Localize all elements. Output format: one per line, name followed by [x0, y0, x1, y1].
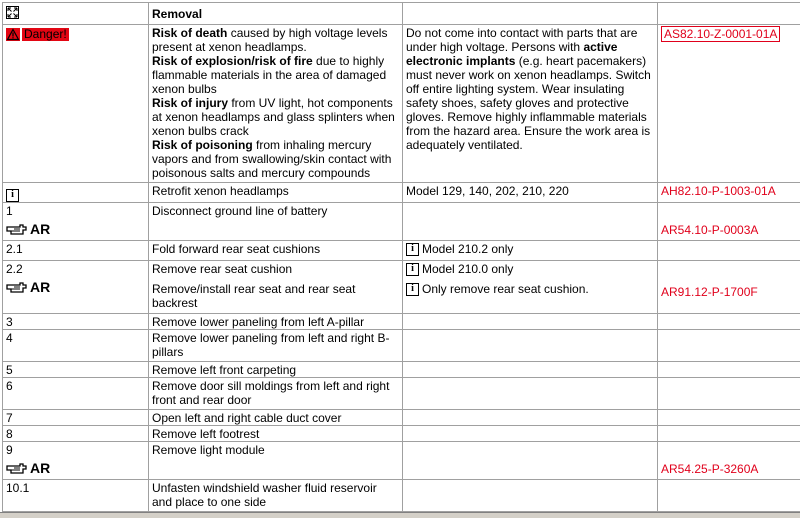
step-text: Remove left footrest [149, 425, 403, 441]
danger-badge [6, 28, 69, 41]
table-row [3, 377, 800, 409]
info-models: Model 129, 140, 202, 210, 220 [403, 183, 658, 203]
step-note: Model 210.0 only [422, 262, 513, 277]
step-reference-link[interactable]: AR54.25-P-3260A [661, 462, 758, 476]
step-number: 1 [6, 204, 145, 218]
info-reference-link[interactable]: AH82.10-P-1003-01A [658, 183, 800, 203]
table-row [3, 425, 800, 441]
step-note: Only remove rear seat cushion. [422, 282, 589, 297]
step-reference-link[interactable]: AR91.12-P-1700F [661, 285, 758, 299]
step-text: Unfasten windshield washer fluid reservoir and place to one side [149, 479, 403, 511]
danger-reference-link[interactable]: AS82.10-Z-0001-01A [661, 26, 780, 42]
step-number: 9 [6, 443, 145, 457]
info-icon: i [406, 263, 419, 276]
step-text: Remove door sill moldings from left and right front and rear door [149, 377, 403, 409]
step-number: 3 [3, 313, 149, 329]
step-number: 10.1 [3, 479, 149, 511]
table-row [3, 329, 800, 361]
pointing-hand-icon [6, 461, 28, 475]
table-row [3, 313, 800, 329]
risk-list [149, 25, 403, 183]
info-icon: i [406, 243, 419, 256]
table-row [3, 260, 800, 313]
step-number: 4 [3, 329, 149, 361]
step-text: Remove/install rear seat and rear seat backrest [152, 282, 399, 310]
step-number: 2.1 [3, 240, 149, 260]
table-row [3, 202, 800, 240]
risk-item: Risk of poisoning from inhaling mercury vapors and from swallowing/skin contact with poisonous salts and mercury compounds [152, 138, 399, 180]
step-text: Open left and right cable duct cover [149, 409, 403, 425]
step-number: 8 [3, 425, 149, 441]
ar-marker: AR [6, 279, 145, 295]
step-number: 7 [3, 409, 149, 425]
expand-cell[interactable] [3, 3, 149, 25]
safety-measures: Do not come into contact with parts that are under high voltage. Persons with active electronic implants (e.g. heart pacemakers) must never work on xenon headlamps. Switch off entire lighting system. Wear insulating safety shoes, safety gloves and protective gloves. Remove highly inflammable materials from the hazard area. Ensure the work area is adequately ventilated. [403, 25, 658, 183]
step-number: 2.2 [6, 262, 145, 276]
warning-triangle-icon [6, 28, 20, 41]
info-icon: i [406, 283, 419, 296]
ar-marker: AR [6, 460, 145, 476]
risk-item: Risk of explosion/risk of fire due to highly flammable materials in the area of damaged xenon bulbs [152, 54, 399, 96]
info-row [3, 183, 800, 203]
pointing-hand-icon [6, 280, 28, 294]
table-row [3, 409, 800, 425]
danger-row [3, 25, 800, 183]
table-row [3, 361, 800, 377]
table-row [3, 441, 800, 479]
danger-label: Danger! [22, 28, 69, 41]
ar-marker: AR [6, 221, 145, 237]
window-bottom-bar [0, 512, 800, 518]
step-reference-link[interactable]: AR54.10-P-0003A [661, 223, 758, 237]
step-text: Fold forward rear seat cushions [149, 240, 403, 260]
procedure-table [2, 2, 800, 512]
step-text: Remove lower paneling from left and right B-pillars [149, 329, 403, 361]
risk-item: Risk of injury from UV light, hot components at xenon headlamps and glass splinters when xenon bulbs crack [152, 96, 399, 138]
step-number: 5 [3, 361, 149, 377]
info-text: Retrofit xenon headlamps [149, 183, 403, 203]
step-text: Disconnect ground line of battery [149, 202, 403, 240]
step-text: Remove light module [149, 441, 403, 479]
info-icon: i [6, 189, 19, 202]
step-text: Remove left front carpeting [149, 361, 403, 377]
step-text: Remove lower paneling from left A-pillar [149, 313, 403, 329]
pointing-hand-icon [6, 222, 28, 236]
expand-icon[interactable] [6, 6, 19, 19]
step-note: Model 210.2 only [422, 242, 513, 257]
table-header-row [3, 3, 800, 25]
step-text: Remove rear seat cushion [152, 262, 399, 276]
table-row [3, 240, 800, 260]
risk-item: Risk of death caused by high voltage levels present at xenon headlamps. [152, 26, 399, 54]
step-number: 6 [3, 377, 149, 409]
table-row [3, 479, 800, 511]
header-title: Removal [149, 3, 403, 25]
